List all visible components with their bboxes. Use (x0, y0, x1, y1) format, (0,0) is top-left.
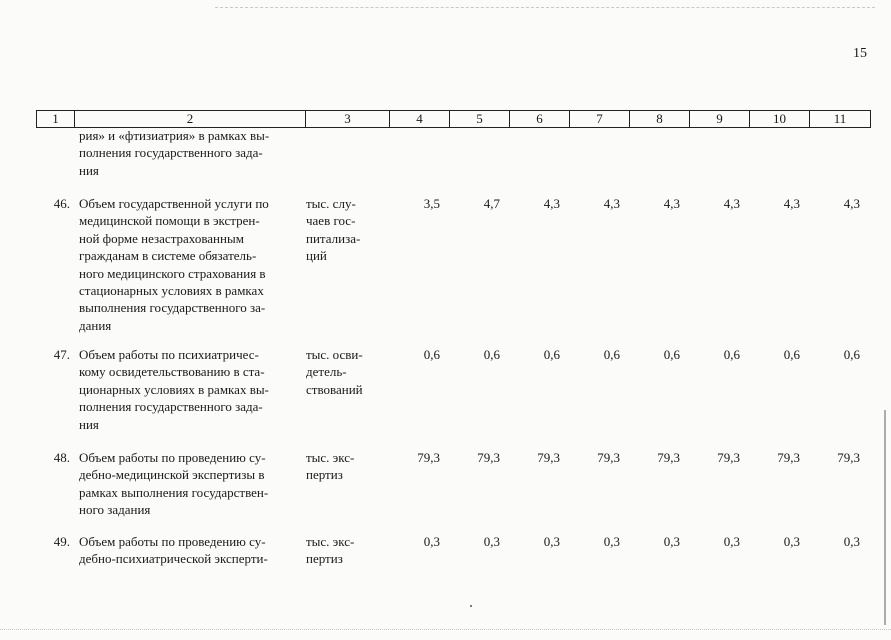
row-value-col8: 0,6 (663, 347, 680, 362)
row-unit: тыс. экс- пертиз (306, 534, 355, 567)
row-description: Объем работы по проведению су- дебно-медицинской экспертизы в рамках выполнения государствен- ного задания (79, 450, 269, 518)
row-value-col5: 79,3 (477, 450, 500, 465)
header-col-11: 11 (809, 110, 871, 128)
header-col-6: 6 (509, 110, 570, 128)
row-value-col4: 0,3 (423, 534, 440, 549)
header-col-2: 2 (74, 110, 306, 128)
row-number: 48. (53, 450, 70, 465)
row-number: 49. (53, 534, 70, 549)
row-value-col10: 0,6 (783, 347, 800, 362)
header-col-7: 7 (569, 110, 630, 128)
row-number: 46. (53, 196, 70, 211)
row-value-col8: 4,3 (663, 196, 680, 211)
row-unit: тыс. слу- чаев гос- питализа- ций (306, 196, 361, 264)
row-value-col10: 79,3 (777, 450, 800, 465)
row-value-col10: 0,3 (783, 534, 800, 549)
scan-edge-top (215, 7, 875, 8)
row-value-col6: 4,3 (543, 196, 560, 211)
header-col-9: 9 (689, 110, 750, 128)
row-value-col7: 79,3 (597, 450, 620, 465)
page-number: 15 (853, 46, 867, 61)
scan-edge-bottom (0, 629, 891, 630)
row-value-col8: 0,3 (663, 534, 680, 549)
row-value-col6: 0,6 (543, 347, 560, 362)
row-description: Объем государственной услуги по медицинской помощи в экстрен- ной форме незастрахованным гражданам в системе обязатель- ного медицинского страхования в стационарных условиях в рамках выполнения государственного за- дания (79, 196, 269, 333)
row-description: рия» и «фтизиатрия» в рамках вы- полнения государственного зада- ния (79, 128, 270, 178)
row-value-col5: 0,6 (483, 347, 500, 362)
row-value-col6: 79,3 (537, 450, 560, 465)
row-value-col10: 4,3 (783, 196, 800, 211)
row-value-col8: 79,3 (657, 450, 680, 465)
row-unit: тыс. осви- детель- ствований (306, 347, 363, 397)
row-description: Объем работы по проведению су- дебно-психиатрической эксперти- (79, 534, 268, 567)
row-value-col7: 0,6 (603, 347, 620, 362)
scan-speck (470, 605, 472, 607)
row-number: 47. (53, 347, 70, 362)
header-col-4: 4 (389, 110, 450, 128)
row-value-col6: 0,3 (543, 534, 560, 549)
row-description: Объем работы по психиатричес- кому освидетельствованию в ста- ционарных условиях в рамках вы- полнения государственного зада- ния (79, 347, 269, 432)
row-value-col4: 3,5 (423, 196, 440, 211)
row-value-col11: 0,3 (843, 534, 860, 549)
row-value-col5: 0,3 (483, 534, 500, 549)
row-value-col9: 4,3 (723, 196, 740, 211)
row-value-col4: 0,6 (423, 347, 440, 362)
header-col-10: 10 (749, 110, 810, 128)
row-value-col4: 79,3 (417, 450, 440, 465)
row-value-col7: 4,3 (603, 196, 620, 211)
scan-edge-right (884, 410, 886, 625)
row-value-col5: 4,7 (483, 196, 500, 211)
header-col-3: 3 (305, 110, 390, 128)
row-value-col11: 4,3 (843, 196, 860, 211)
header-col-5: 5 (449, 110, 510, 128)
table-header (36, 110, 871, 128)
row-unit: тыс. экс- пертиз (306, 450, 355, 483)
header-col-8: 8 (629, 110, 690, 128)
row-value-col9: 0,3 (723, 534, 740, 549)
header-col-1: 1 (36, 110, 75, 128)
row-value-col9: 79,3 (717, 450, 740, 465)
row-value-col9: 0,6 (723, 347, 740, 362)
row-value-col7: 0,3 (603, 534, 620, 549)
row-value-col11: 79,3 (837, 450, 860, 465)
row-value-col11: 0,6 (843, 347, 860, 362)
